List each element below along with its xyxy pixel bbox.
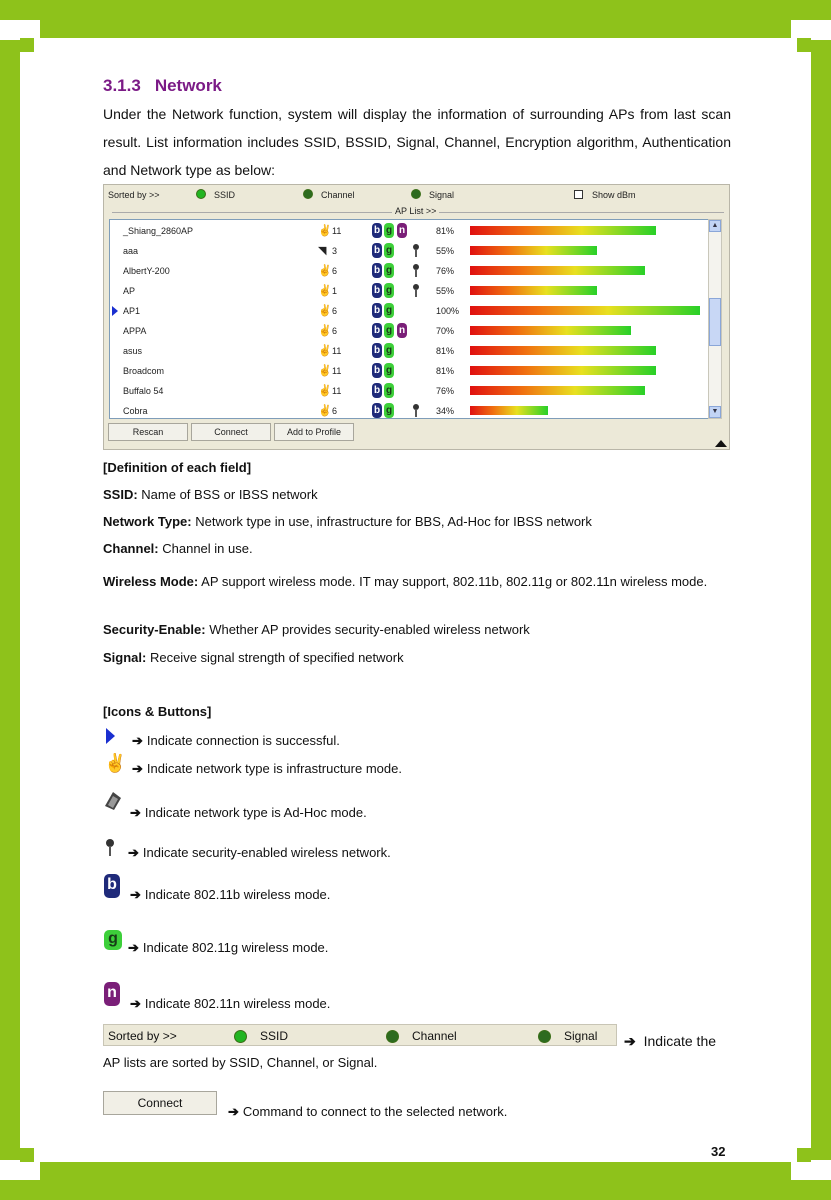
show-dbm-label: Show dBm <box>592 190 636 200</box>
connect-description-text: Command to connect to the selected network. <box>242 1104 508 1119</box>
legend-mode-b-text: Indicate 802.11b wireless mode. <box>144 887 331 902</box>
ap-signal: 34% <box>436 406 455 416</box>
signal-bar <box>470 406 548 415</box>
signal-bar <box>470 286 597 295</box>
sorted-by-label: Sorted by >> <box>108 190 160 200</box>
sort-bar <box>104 185 729 205</box>
page-frame-corner <box>797 1148 811 1162</box>
infrastructure-icon: ✌ <box>318 305 332 317</box>
mode-g-icon: g <box>385 405 393 416</box>
scroll-down-icon[interactable]: ▼ <box>709 406 721 418</box>
signal-bar <box>470 306 700 315</box>
ap-signal: 81% <box>436 346 455 356</box>
mode-b-icon: b <box>373 245 381 256</box>
infrastructure-icon: ✌ <box>318 225 332 237</box>
section-heading <box>103 76 222 96</box>
infrastructure-icon: ✌ <box>318 285 332 297</box>
icons-heading: [Icons & Buttons] <box>103 704 212 719</box>
sort-indicate <box>624 1033 730 1050</box>
ap-signal: 55% <box>436 286 455 296</box>
mode-b-icon: b <box>104 874 120 898</box>
mode-n-icon: n <box>398 225 406 236</box>
legend-mode-g <box>128 940 328 956</box>
def-channel <box>103 541 253 556</box>
legend-arrow-icon: ➔ <box>128 940 139 955</box>
ap-list[interactable] <box>109 219 715 419</box>
legend-mode-n <box>130 996 330 1012</box>
adhoc-icon <box>103 790 123 812</box>
page-frame-bottom-inner <box>40 1162 791 1180</box>
mode-g-icon: g <box>385 385 393 396</box>
legend-arrow-icon: ➔ <box>130 996 141 1011</box>
scroll-up-icon[interactable]: ▲ <box>709 220 721 232</box>
ap-row[interactable] <box>110 241 714 261</box>
connected-arrow-icon <box>112 306 118 316</box>
mode-g-icon: g <box>385 345 393 356</box>
page-frame-bottom <box>0 1180 831 1200</box>
legend-arrow-icon: ➔ <box>132 733 143 748</box>
def-security <box>103 622 530 637</box>
mode-b-icon: b <box>373 385 381 396</box>
signal-bar <box>470 386 645 395</box>
mode-g-icon: g <box>385 325 393 336</box>
ap-signal: 70% <box>436 326 455 336</box>
sort-strip-ssid-label: SSID <box>260 1029 289 1043</box>
ap-channel: 3 <box>332 246 338 256</box>
sort-strip-signal-label: Signal <box>564 1029 598 1043</box>
page-frame-corner <box>20 38 34 52</box>
def-security-term: Security-Enable: <box>103 622 206 637</box>
security-lock-icon <box>412 264 420 277</box>
mode-n-icon: n <box>104 982 120 1006</box>
ap-channel: 11 <box>332 386 342 396</box>
connect-example-button[interactable]: Connect <box>103 1091 217 1115</box>
legend-arrow-icon: ➔ <box>624 1033 636 1049</box>
ap-ssid: AlbertY-200 <box>123 266 170 276</box>
legend-arrow-icon: ➔ <box>130 805 141 820</box>
def-network-type-term: Network Type: <box>103 514 192 529</box>
ap-row[interactable] <box>110 221 714 241</box>
mode-g-icon: g <box>385 265 393 276</box>
ap-channel: 6 <box>332 326 338 336</box>
legend-infrastructure <box>132 761 402 777</box>
ap-ssid: APPA <box>123 326 147 336</box>
adhoc-icon: ◥ <box>318 245 327 257</box>
sort-strip-channel-label: Channel <box>412 1029 457 1043</box>
mode-g-icon: g <box>385 305 393 316</box>
legend-connected <box>132 733 340 749</box>
signal-bar <box>470 346 656 355</box>
ap-signal: 100% <box>436 306 460 316</box>
def-security-desc: Whether AP provides security-enabled wireless network <box>205 622 530 637</box>
signal-bar <box>470 326 631 335</box>
security-lock-icon <box>412 244 420 257</box>
def-signal-term: Signal: <box>103 650 147 665</box>
sort-strip-channel-radio[interactable] <box>386 1030 399 1043</box>
ap-list-label: AP List >> <box>392 206 439 216</box>
mode-b-icon: b <box>373 405 381 416</box>
ap-ssid: AP1 <box>123 306 141 316</box>
ap-row[interactable] <box>110 281 714 301</box>
def-wireless-mode-desc: AP support wireless mode. IT may support, 802.11b, 802.11g or 802.11n wireless mode. <box>198 574 708 589</box>
sort-channel-radio[interactable] <box>303 189 313 199</box>
ap-ssid: AP <box>123 286 136 296</box>
mode-g-icon: g <box>385 285 393 296</box>
network-list-screenshot <box>103 184 730 450</box>
def-signal <box>103 650 404 665</box>
ap-signal: 76% <box>436 386 455 396</box>
mode-b-icon: b <box>373 325 381 336</box>
legend-arrow-icon: ➔ <box>228 1104 239 1119</box>
mode-b-icon: b <box>373 285 381 296</box>
sort-strip-signal-radio[interactable] <box>538 1030 551 1043</box>
ap-ssid: _Shiang_2860AP <box>123 226 194 236</box>
ap-row[interactable] <box>110 341 714 361</box>
def-wireless-mode <box>103 568 731 595</box>
ap-row[interactable] <box>110 301 714 321</box>
ap-channel: 6 <box>332 406 338 416</box>
mode-b-icon: b <box>373 365 381 376</box>
intro-paragraph: Under the Network function, system will display the information of surrounding APs from last scan result. List information includes SSID, BSSID, Signal, Channel, Encryption algorithm, Authentication and Network type as below: <box>103 106 731 178</box>
mode-g-icon: g <box>385 245 393 256</box>
def-network-type <box>103 514 592 529</box>
connect-description <box>228 1104 507 1120</box>
signal-bar <box>470 246 597 255</box>
infrastructure-icon: ✌ <box>318 385 332 397</box>
show-dbm-checkbox[interactable] <box>574 190 583 199</box>
sort-strip-ssid-radio[interactable] <box>234 1030 247 1043</box>
mode-g-icon: g <box>385 365 393 376</box>
infrastructure-icon: ✌ <box>318 365 332 377</box>
page-number: 32 <box>711 1144 726 1159</box>
def-ssid <box>103 487 318 502</box>
legend-security-text: Indicate security-enabled wireless network. <box>142 845 391 860</box>
mode-g-icon: g <box>385 225 393 236</box>
ap-signal: 76% <box>436 266 455 276</box>
page-frame-corner <box>20 1148 34 1162</box>
mode-b-icon: b <box>373 345 381 356</box>
page-frame-top <box>0 0 831 20</box>
ap-signal: 81% <box>436 226 455 236</box>
ap-row[interactable] <box>110 261 714 281</box>
legend-adhoc <box>130 805 367 821</box>
collapse-icon[interactable] <box>715 440 727 447</box>
mode-n-icon: n <box>398 325 406 336</box>
connected-arrow-icon <box>106 728 115 744</box>
security-lock-icon <box>412 404 420 417</box>
mode-b-icon: b <box>373 265 381 276</box>
sort-channel-label: Channel <box>321 190 355 200</box>
connect-button[interactable]: Connect <box>191 423 271 441</box>
sort-ssid-radio[interactable] <box>196 189 206 199</box>
legend-infrastructure-text: Indicate network type is infrastructure mode. <box>146 761 402 776</box>
page-frame-corner <box>797 38 811 52</box>
ap-ssid: Cobra <box>123 406 148 416</box>
sort-signal-label: Signal <box>429 190 455 200</box>
ap-row[interactable] <box>110 361 714 381</box>
signal-bar <box>470 366 656 375</box>
ap-signal: 55% <box>436 246 455 256</box>
section-title: Network <box>154 76 222 95</box>
sort-ssid-label: SSID <box>214 190 236 200</box>
ap-row[interactable] <box>110 381 714 401</box>
infrastructure-icon: ✌ <box>104 753 127 773</box>
sort-strip-example <box>103 1024 617 1046</box>
sort-strip-label: Sorted by >> <box>108 1029 177 1043</box>
ap-ssid: Buffalo 54 <box>123 386 164 396</box>
def-channel-term: Channel: <box>103 541 159 556</box>
def-ssid-desc: Name of BSS or IBSS network <box>137 487 318 502</box>
page-frame-left <box>0 40 20 1160</box>
rescan-button[interactable]: Rescan <box>108 423 188 441</box>
def-wireless-mode-term: Wireless Mode: <box>103 574 199 589</box>
page-frame-top-inner <box>40 20 791 38</box>
mode-b-icon: b <box>373 305 381 316</box>
section-number: 3.1.3 <box>103 76 141 95</box>
sort-description: AP lists are sorted by SSID, Channel, or Signal. <box>103 1055 378 1070</box>
ap-channel: 11 <box>332 346 342 356</box>
def-channel-desc: Channel in use. <box>158 541 253 556</box>
add-to-profile-button[interactable]: Add to Profile <box>274 423 354 441</box>
infrastructure-icon: ✌ <box>318 345 332 357</box>
legend-arrow-icon: ➔ <box>128 845 139 860</box>
signal-bar <box>470 266 645 275</box>
ap-channel: 6 <box>332 306 338 316</box>
def-ssid-term: SSID: <box>103 487 138 502</box>
def-network-type-desc: Network type in use, infrastructure for BBS, Ad-Hoc for IBSS network <box>191 514 592 529</box>
ap-row[interactable] <box>110 401 714 421</box>
ap-ssid: Broadcom <box>123 366 165 376</box>
legend-adhoc-text: Indicate network type is Ad-Hoc mode. <box>144 805 367 820</box>
sort-signal-radio[interactable] <box>411 189 421 199</box>
infrastructure-icon: ✌ <box>318 325 332 337</box>
ap-list-scrollbar[interactable] <box>708 219 722 419</box>
def-signal-desc: Receive signal strength of specified network <box>146 650 404 665</box>
ap-signal: 81% <box>436 366 455 376</box>
legend-arrow-icon: ➔ <box>130 887 141 902</box>
ap-channel: 6 <box>332 266 338 276</box>
ap-channel: 11 <box>332 366 342 376</box>
mode-g-icon: g <box>104 930 122 950</box>
ap-row[interactable] <box>110 321 714 341</box>
infrastructure-icon: ✌ <box>318 405 332 417</box>
legend-connected-text: Indicate connection is successful. <box>146 733 340 748</box>
ap-ssid: aaa <box>123 246 139 256</box>
ap-channel: 11 <box>332 226 342 236</box>
definitions-heading: [Definition of each field] <box>103 460 252 475</box>
legend-mode-g-text: Indicate 802.11g wireless mode. <box>142 940 329 955</box>
legend-mode-n-text: Indicate 802.11n wireless mode. <box>144 996 331 1011</box>
scroll-thumb[interactable] <box>709 298 721 346</box>
ap-ssid: asus <box>123 346 143 356</box>
infrastructure-icon: ✌ <box>318 265 332 277</box>
legend-security <box>128 845 391 861</box>
legend-arrow-icon: ➔ <box>132 761 143 776</box>
mode-b-icon: b <box>373 225 381 236</box>
security-lock-icon <box>105 838 115 858</box>
signal-bar <box>470 226 656 235</box>
security-lock-icon <box>412 284 420 297</box>
legend-mode-b <box>130 887 330 903</box>
ap-channel: 1 <box>332 286 338 296</box>
page-frame-right <box>811 40 831 1160</box>
sort-indicate-text: Indicate the <box>643 1033 717 1049</box>
